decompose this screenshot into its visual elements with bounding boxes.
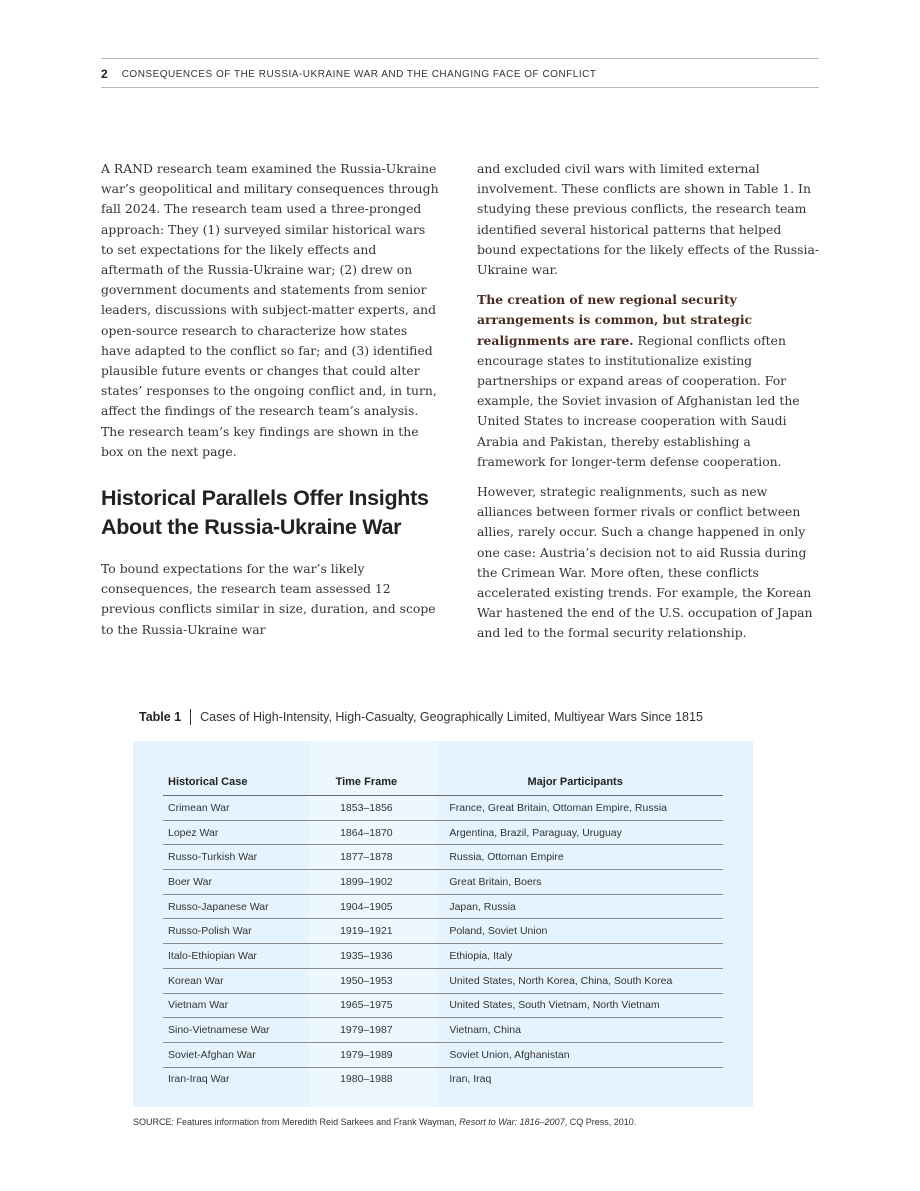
timeframe-cell: 1935–1936 <box>305 944 427 969</box>
header-bottom-rule <box>101 87 819 88</box>
paragraph-lead-in: The creation of new regional security arrangements is common, but strategic realignments are rare. <box>477 292 753 348</box>
column-header: Historical Case <box>163 768 305 796</box>
source-suffix: , CQ Press, 2010. <box>564 1117 637 1127</box>
participants-cell: Great Britain, Boers <box>427 870 723 895</box>
table-row <box>163 796 723 821</box>
left-column <box>101 159 439 650</box>
participants-cell: Russia, Ottoman Empire <box>427 845 723 870</box>
case-cell: Crimean War <box>163 796 305 821</box>
participants-cell: Soviet Union, Afghanistan <box>427 1042 723 1067</box>
table-row <box>163 820 723 845</box>
participants-cell: Ethiopia, Italy <box>427 944 723 969</box>
participants-cell: Argentina, Brazil, Paraguay, Uruguay <box>427 820 723 845</box>
intro-paragraph: A RAND research team examined the Russia-Ukraine war’s geopolitical and military consequences through fall 2024. The research team used a three-pronged approach: They (1) surveyed similar historical wars to set expectations for the likely effects and aftermath of the Russia-Ukraine war; (2) drew on government documents and statements from senior leaders, discussions with subject-matter experts, and open-source research to characterize how states have adapted to the conflict so far; and (3) identified plausible future events or changes that could alter states’ responses to the ongoing conflict and, in turn, affect the findings of the research team’s analysis. The research team’s key findings are shown in the box on the next page. <box>101 161 439 459</box>
timeframe-cell: 1899–1902 <box>305 870 427 895</box>
timeframe-cell: 1904–1905 <box>305 894 427 919</box>
timeframe-cell: 1853–1856 <box>305 796 427 821</box>
table-row <box>163 1018 723 1043</box>
table-row <box>163 870 723 895</box>
table-row <box>163 919 723 944</box>
participants-cell: United States, South Vietnam, North Vietnam <box>427 993 723 1018</box>
page-number: 2 <box>101 67 108 81</box>
timeframe-cell: 1980–1988 <box>340 1073 393 1086</box>
timeframe-cell: 1965–1975 <box>305 993 427 1018</box>
case-cell: Soviet-Afghan War <box>163 1042 305 1067</box>
table-header-row <box>163 768 723 796</box>
table-row <box>163 993 723 1018</box>
timeframe-cell: 1864–1870 <box>305 820 427 845</box>
timeframe-cell: 1950–1953 <box>305 968 427 993</box>
source-note <box>133 1117 636 1127</box>
column-header: Time Frame <box>305 768 427 796</box>
paragraph-body: Regional conflicts often encourage states to institutionalize existing partnerships or expand areas of cooperation. For example, the Soviet invasion of Afghanistan led the United States to increase cooperation with Saudi Arabia and Pakistan, thereby establishing a framework for longer-term defense cooperation. <box>477 332 800 469</box>
table-row <box>163 1042 723 1067</box>
historical-paragraph: To bound expectations for the war’s likely consequences, the research team assessed 12 previous conflicts similar in size, duration, and scope to the Russia-Ukraine war <box>101 561 436 637</box>
participants-cell: Poland, Soviet Union <box>427 919 723 944</box>
case-cell: Russo-Polish War <box>163 919 305 944</box>
case-cell: Iran-Iraq War <box>168 1073 230 1086</box>
right-column <box>477 159 821 654</box>
case-cell: Russo-Turkish War <box>163 845 305 870</box>
security-arrangements-paragraph <box>477 290 821 472</box>
table-label: Table 1 <box>139 710 182 724</box>
case-cell: Vietnam War <box>163 993 305 1018</box>
column-header: Major Participants <box>427 768 723 796</box>
table-row <box>163 894 723 919</box>
section-heading: Historical Parallels Offer Insights About the Russia-Ukraine War <box>101 486 429 539</box>
participants-cell: United States, North Korea, China, South Korea <box>427 968 723 993</box>
timeframe-cell: 1979–1989 <box>305 1042 427 1067</box>
case-cell: Italo-Ethiopian War <box>163 944 305 969</box>
case-cell: Sino-Vietnamese War <box>163 1018 305 1043</box>
timeframe-cell: 1979–1987 <box>305 1018 427 1043</box>
realignments-paragraph: However, strategic realignments, such as new alliances between former rivals or conflict between allies, rarely occur. Such a change happened in only one case: Austria’s decision not to aid Russia during the Crimean War. More often, these conflicts accelerated existing trends. For example, the Korean War hastened the end of the U.S. occupation of Japan and led to the formal security relationship. <box>477 484 813 641</box>
header-top-rule <box>101 58 819 59</box>
table-row <box>163 845 723 870</box>
running-header <box>101 66 819 82</box>
participants-cell: Iran, Iraq <box>449 1073 492 1086</box>
case-cell: Lopez War <box>163 820 305 845</box>
case-cell: Boer War <box>163 870 305 895</box>
caption-divider <box>190 709 191 725</box>
source-book-title: Resort to War: 1816–2007 <box>459 1117 565 1127</box>
cases-table <box>163 768 723 1091</box>
table-row <box>163 1067 723 1091</box>
case-cell: Korean War <box>163 968 305 993</box>
participants-cell: Vietnam, China <box>427 1018 723 1043</box>
table-row <box>163 968 723 993</box>
case-cell: Russo-Japanese War <box>163 894 305 919</box>
running-title: CONSEQUENCES OF THE RUSSIA-UKRAINE WAR AND THE CHANGING FACE OF CONFLICT <box>121 68 597 80</box>
timeframe-cell: 1877–1878 <box>305 845 427 870</box>
source-prefix: SOURCE: Features information from Meredith Reid Sarkees and Frank Wayman, <box>133 1117 460 1127</box>
table-caption <box>139 708 703 726</box>
continuation-paragraph: and excluded civil wars with limited external involvement. These conflicts are shown in Table 1. In studying these previous conflicts, the research team identified several historical patterns that helped bound expectations for the likely effects of the Russia-Ukraine war. <box>477 161 820 278</box>
participants-cell: France, Great Britain, Ottoman Empire, Russia <box>427 796 723 821</box>
participants-cell: Japan, Russia <box>427 894 723 919</box>
table-caption-text: Cases of High-Intensity, High-Casualty, Geographically Limited, Multiyear Wars Since 1815 <box>200 710 703 724</box>
table-row <box>163 944 723 969</box>
timeframe-cell: 1919–1921 <box>305 919 427 944</box>
